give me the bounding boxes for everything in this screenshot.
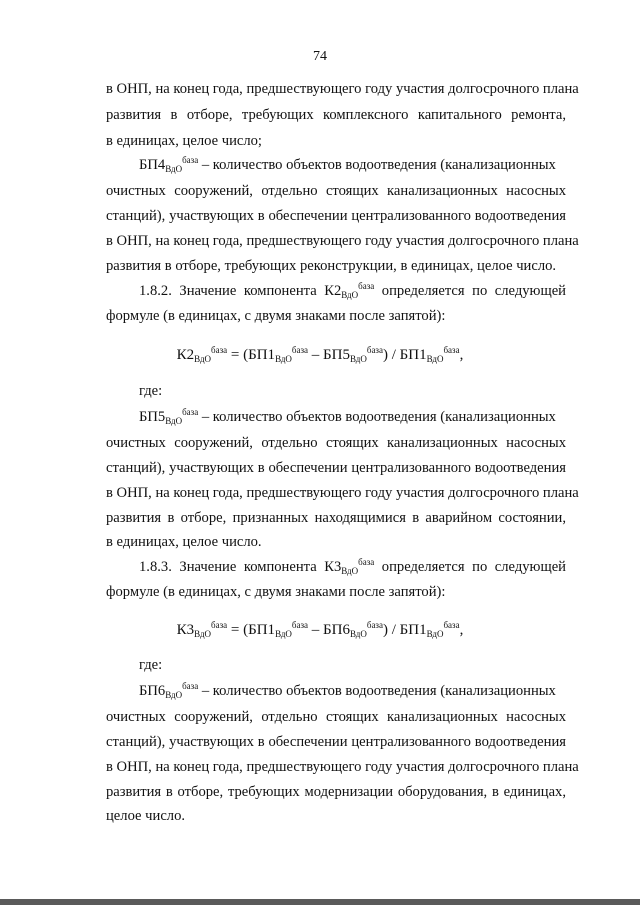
formula-k3: $К3_{ВдО}^{база} = (БП1_{ВдО}^{база} - БП6_{ВдО}^{база}) / БП1_{ВдО}^{база}$, xyxy=(176,620,464,639)
text-line: станций), участвующих в обеспечении централизованного водоотведения xyxy=(106,734,566,750)
text-line: формуле (в единицах, с двумя знаками после запятой): xyxy=(106,584,446,600)
text-line xyxy=(139,156,566,174)
text-line: в ОНП, на конец года, предшествующего году участия долгосрочного плана xyxy=(106,81,579,97)
text-line: в ОНП, на конец года, предшествующего году участия долгосрочного плана xyxy=(106,485,579,501)
page-number: 74 xyxy=(313,49,327,64)
term-bp5: БП5 xyxy=(139,409,166,425)
section-1-8-3: 1.8.3. Значение компонента К3 xyxy=(139,559,342,575)
formula-k2: $К2_{ВдО}^{база} = (БП1_{ВдО}^{база} - БП5_{ВдО}^{база}) / БП1_{ВдО}^{база}$, xyxy=(176,345,464,364)
text-line: станций), участвующих в обеспечении централизованного водоотведения xyxy=(106,208,566,224)
text-line: 1.8.2. Значение компонента $К2_{ВдО}^{база}$ определяется по следующей xyxy=(139,281,566,300)
definition-text: – количество объектов водоотведения (канализационных xyxy=(198,409,556,425)
superscript: база xyxy=(358,281,375,291)
superscript: база xyxy=(182,155,199,165)
text-line xyxy=(139,682,566,700)
term-bp4: БП4 xyxy=(139,157,166,173)
text-line xyxy=(139,408,566,426)
subscript: ВдО xyxy=(341,290,359,300)
text-line: в ОНП, на конец года, предшествующего году участия долгосрочного плана xyxy=(106,233,579,249)
section-1-8-2: 1.8.2. Значение компонента К2 xyxy=(139,283,342,299)
superscript: база xyxy=(182,407,199,417)
text-line: очистных сооружений, отдельно стоящих канализационных насосных xyxy=(106,183,566,199)
text-line: в единицах, целое число; xyxy=(106,133,262,149)
text-line: развития в отборе, требующих комплексного капитального ремонта, xyxy=(106,107,566,123)
text-line: развития в отборе, признанных находящимися в аварийном состоянии, xyxy=(106,510,566,526)
subscript: ВдО xyxy=(165,164,183,174)
term-bp6: БП6 xyxy=(139,683,166,699)
text-line: в единицах, целое число. xyxy=(106,534,262,550)
text-line: развития в отборе, требующих модернизации оборудования, в единицах, xyxy=(106,784,566,800)
text-line: развития в отборе, требующих реконструкции, в единицах, целое число. xyxy=(106,258,557,274)
subscript: ВдО xyxy=(165,416,183,426)
where-label: где: xyxy=(139,383,163,399)
superscript: база xyxy=(358,557,375,567)
where-label: где: xyxy=(139,657,163,673)
text-line: формуле (в единицах, с двумя знаками после запятой): xyxy=(106,308,446,324)
subscript: ВдО xyxy=(341,566,359,576)
text-line: очистных сооружений, отдельно стоящих канализационных насосных xyxy=(106,709,566,725)
subscript: ВдО xyxy=(165,690,183,700)
text-line: в ОНП, на конец года, предшествующего году участия долгосрочного плана xyxy=(106,759,579,775)
text-line: целое число. xyxy=(106,808,186,824)
text-line: станций), участвующих в обеспечении централизованного водоотведения xyxy=(106,460,566,476)
definition-text: – количество объектов водоотведения (канализационных xyxy=(198,683,556,699)
superscript: база xyxy=(182,681,199,691)
scan-bottom-edge xyxy=(0,899,640,905)
definition-text: – количество объектов водоотведения (канализационных xyxy=(198,157,556,173)
text-line: 1.8.3. Значение компонента $К3_{ВдО}^{база}$ определяется по следующей xyxy=(139,557,566,576)
text-line: очистных сооружений, отдельно стоящих канализационных насосных xyxy=(106,435,566,451)
